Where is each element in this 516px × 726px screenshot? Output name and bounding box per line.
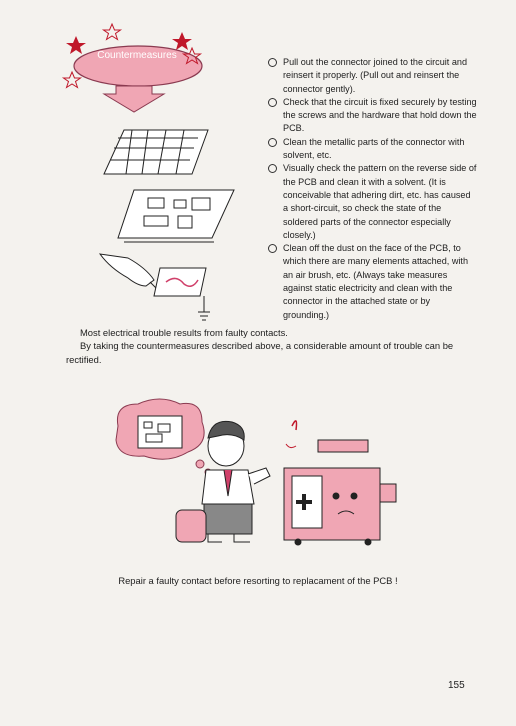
list-item	[268, 96, 478, 136]
list-item-text: Check that the circuit is fixed securely by testing the screws and the hardware that hold down the PCB.	[283, 96, 477, 134]
list-item-text: Clean off the dust on the face of the PCB, to which there are many elements attached, with an air brush, etc. (Always take measures against static electricity and clean with the connector in the attached state or by grounding.)	[283, 243, 469, 320]
pcb-middle-illustration	[118, 190, 234, 242]
countermeasures-list	[268, 56, 478, 322]
pcb-top-illustration	[104, 130, 208, 174]
repair-scene-illustration	[104, 392, 404, 558]
circle-bullet-icon	[268, 98, 277, 107]
list-item-text: Clean the metallic parts of the connector with solvent, etc.	[283, 136, 465, 161]
pcb-illustrations	[88, 118, 248, 326]
body-line-2: By taking the countermeasures described above, a considerable amount of trouble can be rectified.	[66, 340, 454, 365]
list-item	[268, 162, 478, 242]
circle-bullet-icon	[268, 244, 277, 253]
list-item	[268, 242, 478, 322]
list-item-text: Pull out the connector joined to the circuit and reinsert it properly. (Pull out and reinsert the connector gently).	[283, 57, 468, 94]
body-paragraph	[66, 326, 478, 366]
countermeasures-badge-art	[54, 22, 214, 114]
badge-label: Countermeasures	[97, 50, 177, 61]
body-line-1: Most electrical trouble results from faulty contacts.	[80, 327, 288, 338]
list-item	[268, 56, 478, 96]
star-outline-icon	[64, 72, 81, 88]
list-item	[268, 136, 478, 163]
circle-bullet-icon	[268, 58, 277, 67]
star-outline-icon	[104, 24, 121, 40]
cleaning-hand-illustration	[100, 254, 210, 320]
page-number: 155	[448, 680, 465, 691]
circle-bullet-icon	[268, 164, 277, 173]
list-item-text: Visually check the pattern on the reverse side of the PCB and clean it with a solvent. (It is conceivable that adhering dirt, etc. has caused a short-circuit, so check the state of the soldered parts of the connector especially closely.)	[283, 163, 477, 240]
down-arrow	[104, 86, 164, 112]
thought-bubble	[116, 399, 211, 475]
broken-copier-figure	[284, 421, 396, 545]
caption: Repair a faulty contact before resorting to replacament of the PCB !	[118, 575, 398, 586]
circle-bullet-icon	[268, 138, 277, 147]
star-icon	[172, 32, 192, 50]
